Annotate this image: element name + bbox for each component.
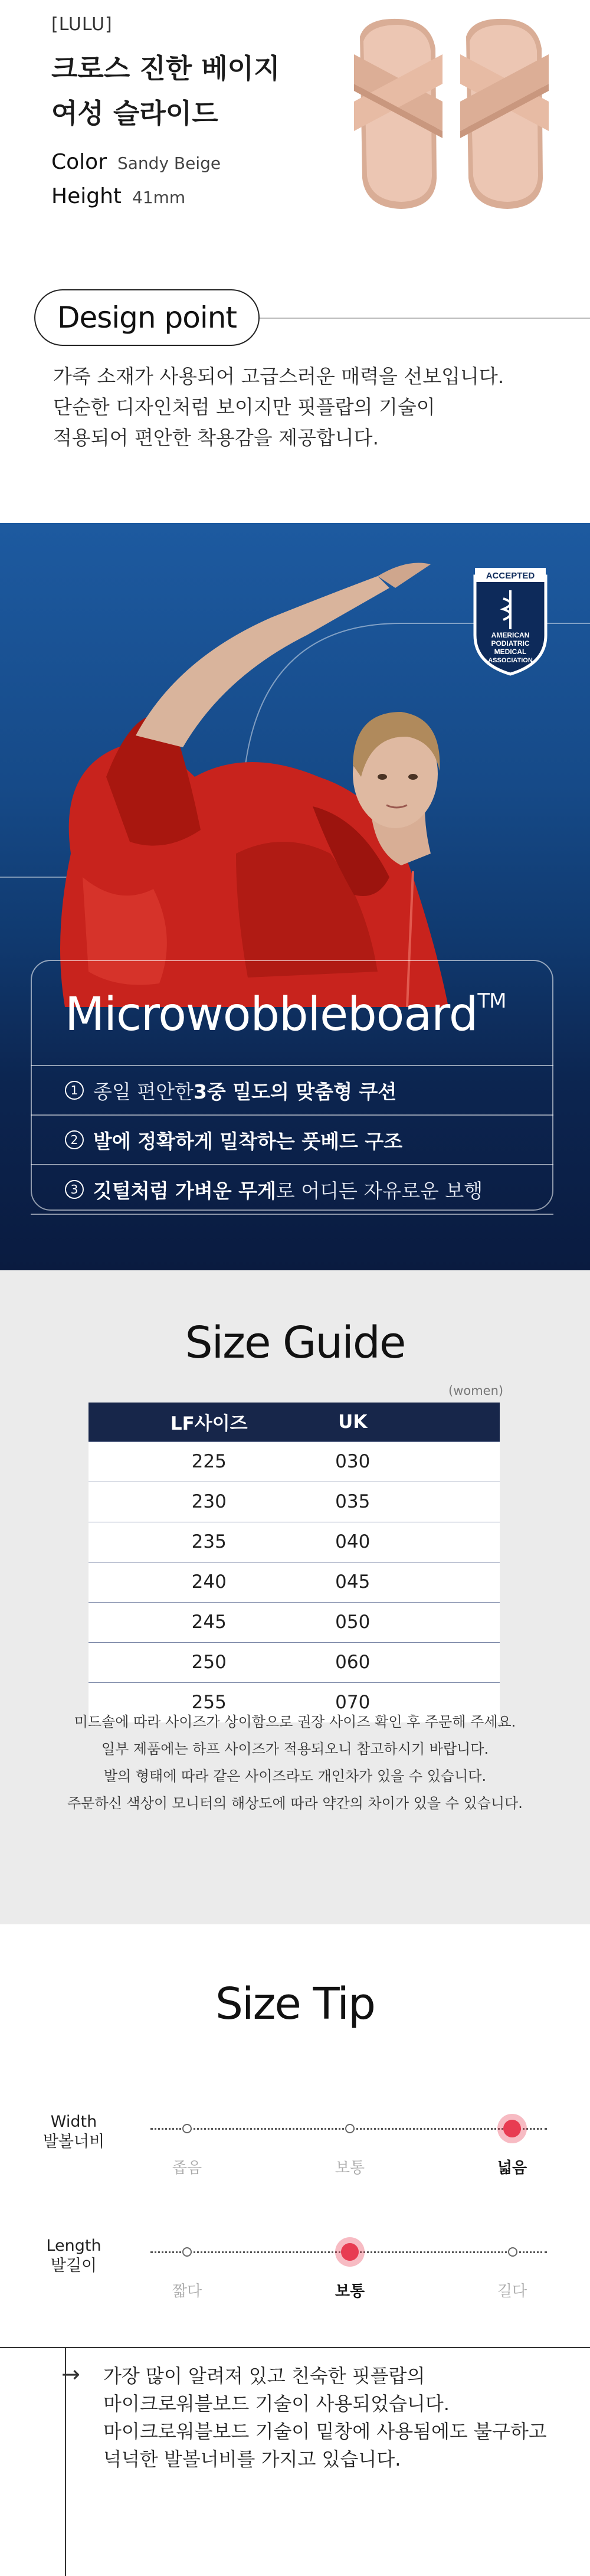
design-point-badge: Design point [34,289,260,346]
scale-point [345,2124,355,2133]
apma-seal-line3: MEDICAL [494,648,527,656]
size-table-header: UK [294,1403,500,1441]
length-selected-marker [335,2237,365,2267]
uk-size-cell: 050 [294,1602,500,1642]
spec-color-value: Sandy Beige [117,153,221,173]
lf-size-cell: 250 [88,1642,294,1682]
width-selected-marker [497,2114,527,2143]
apma-seal-icon [469,564,552,676]
feature-text-bold: 3중 밀도의 맞춤형 쿠션 [193,1080,397,1103]
tip-line: 넉넉한 발볼너비를 가지고 있습니다. [103,2448,401,2470]
tip-line: 마이크로워블보드 기술이 밑창에 사용됨에도 불구하고 [103,2420,547,2443]
scale-option: 길다 [497,2283,527,2300]
size-note: 발의 형태에 따라 같은 사이즈라도 개인차가 있을 수 있습니다. [103,1768,487,1784]
arrow-right-icon: → [61,2361,80,2387]
size-table-header-row [88,1403,500,1441]
feature-list-bottom [31,1214,553,1215]
product-title-line2: 여성 슬라이드 [51,97,218,129]
uk-size-cell: 035 [294,1482,500,1522]
lf-size-cell: 230 [88,1482,294,1522]
table-row [88,1482,500,1522]
product-title-line1: 크로스 진한 베이지 [51,53,280,84]
scale-option-selected: 넓음 [497,2159,527,2177]
lf-size-cell: 225 [88,1441,294,1482]
table-row [88,1642,500,1682]
size-tip-section [0,1924,590,2576]
scale-point [182,2247,192,2257]
feature-text-bold: 깃털처럼 가벼운 무게 [93,1179,276,1202]
width-label-ko: 발볼너비 [42,2133,105,2151]
lf-size-cell: 240 [88,1562,294,1602]
size-guide-notes [0,1708,590,1817]
uk-size-cell: 060 [294,1642,500,1682]
tip-line: 마이크로워블보드 기술이 사용되었습니다. [103,2392,450,2415]
table-row [88,1522,500,1562]
lf-size-cell: 245 [88,1602,294,1642]
length-scale-label [24,2236,124,2276]
uk-size-cell: 045 [294,1562,500,1602]
uk-size-cell: 030 [294,1441,500,1482]
scale-point [508,2247,517,2257]
scale-option: 짧다 [172,2283,202,2300]
spec-color [51,150,221,174]
feature-number: 2 [65,1130,84,1149]
feature-text: 로 어디든 자유로운 보행 [276,1179,483,1202]
lf-size-cell: 235 [88,1522,294,1562]
product-title [51,46,280,136]
design-point-description [53,361,572,453]
spec-height-label: Height [51,184,122,208]
product-header [0,0,590,236]
trademark-mark: TM [477,989,506,1013]
length-label-ko: 발길이 [50,2257,97,2275]
size-table [88,1403,500,1722]
size-note: 미드솔에 따라 사이즈가 상이함으로 권장 사이즈 확인 후 주문해 주세요. [74,1714,516,1730]
feature-list [31,1065,553,1215]
spec-height-value: 41mm [132,188,186,207]
tip-text [103,2362,575,2473]
design-point-line: 단순한 디자인처럼 보이지만 핏플랍의 기술이 [53,395,435,419]
width-label-en: Width [50,2113,97,2131]
design-point-line: 적용되어 편안한 착용감을 제공합니다. [53,426,379,449]
size-guide-section [0,1270,590,1924]
feature-number: 3 [65,1180,84,1199]
apma-seal-line1: AMERICAN [491,631,530,639]
feature-item [31,1065,553,1114]
uk-size-cell: 070 [294,1682,500,1722]
tip-line: 가장 많이 알려져 있고 친숙한 핏플랍의 [103,2365,425,2387]
product-sandals-image [342,13,555,214]
scale-option: 좁음 [172,2159,202,2177]
divider-line [260,318,590,319]
apma-seal-line4: ASSOCIATION [488,657,533,664]
tech-name: Microwobbleboard [65,988,478,1041]
table-row [88,1441,500,1482]
width-scale-label [24,2112,124,2152]
feature-number: 1 [65,1081,84,1100]
feature-text: 종일 편안한 [93,1080,194,1103]
length-label-en: Length [46,2237,101,2255]
spec-color-label: Color [51,150,107,174]
table-row [88,1562,500,1602]
uk-size-cell: 040 [294,1522,500,1562]
scale-point [182,2124,192,2133]
brand-label: [LULU] [51,14,113,35]
size-guide-title: Size Guide [185,1318,405,1368]
scale-option: 보통 [335,2159,365,2177]
microwobbleboard-hero [0,523,590,1270]
feature-item [31,1114,553,1164]
apma-seal-top-text: ACCEPTED [486,571,535,581]
feature-text-bold: 발에 정확하게 밀착하는 풋베드 구조 [93,1129,403,1153]
size-note: 일부 제품에는 하프 사이즈가 적용되오니 참고하시기 바랍니다. [101,1741,489,1757]
size-guide-unit: (women) [448,1384,504,1398]
table-row [88,1602,500,1642]
feature-panel-title [65,988,506,1041]
size-note: 주문하신 색상이 모니터의 해상도에 따라 약간의 차이가 있을 수 있습니다. [67,1795,523,1812]
feature-item [31,1164,553,1214]
design-point-line: 가죽 소재가 사용되어 고급스러운 매력을 선보입니다. [53,365,504,388]
size-tip-title: Size Tip [215,1979,375,2029]
scale-option-selected: 보통 [335,2283,365,2300]
lf-size-cell: 255 [88,1682,294,1722]
apma-seal-line2: PODIATRIC [491,639,530,648]
size-table-header: LF사이즈 [88,1403,294,1441]
spec-height [51,184,185,208]
design-point-section [0,236,590,523]
